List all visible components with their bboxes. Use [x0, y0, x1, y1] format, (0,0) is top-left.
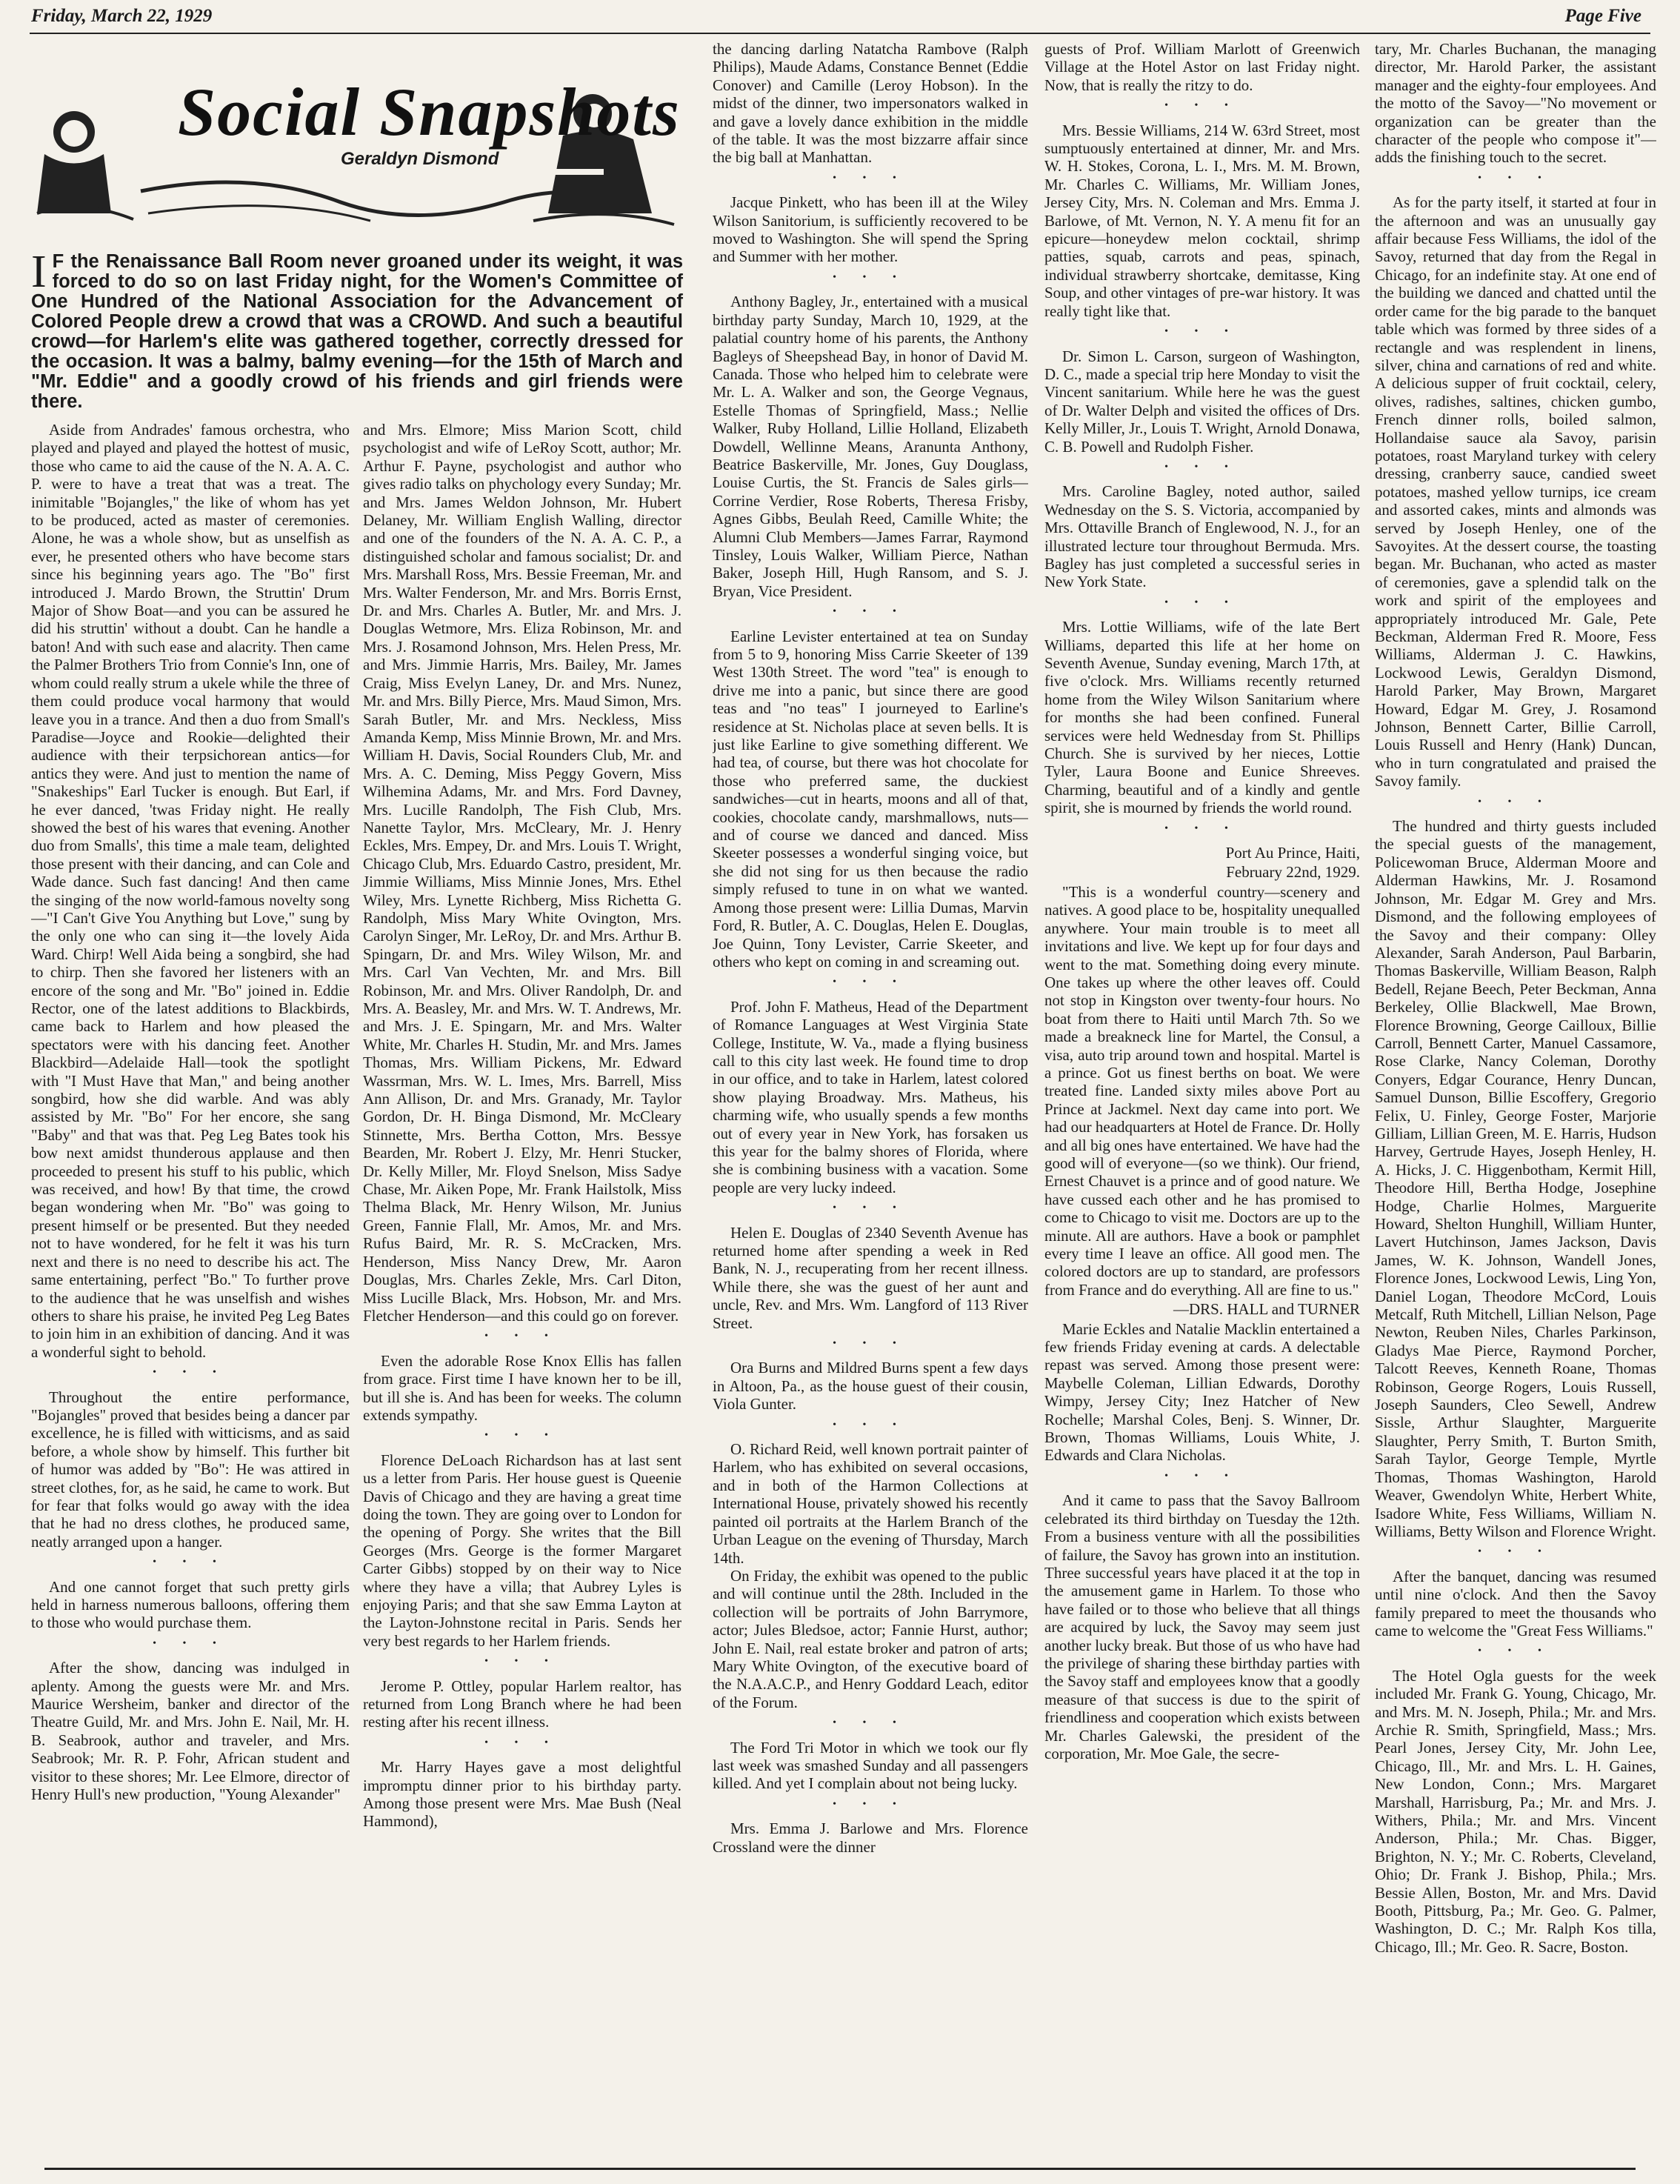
section-divider: • • •: [153, 1637, 228, 1649]
text-column-5: [1375, 40, 1656, 2159]
article-paragraph: As for the party itself, it started at four in the afternoon and was an unusually gay affair because Fess Williams, the idol of the Savoy, returned that day from the Regal in Chicago, for an indefinite stay. At one end of the building we danced and chatted until the order came for the big parade to the banquet table which was formed by three sides of a rectangle and was resplendent in linens, silver, china and carnations of red and white. A delicious supper of fruit cocktail, celery, olives, radishes, saltines, chicken gumbo, French dinner rolls, boiled salmon, Hollandaise sauce ala Savoy, parisin potatoes, roast Maryland turkey with celery dressing, cranberry sauce, candied sweet potatoes, mashed yellow turnips, ice cream and assorted cakes, mints and almonds was served by Joseph Henley, one of the Savoyites. At the dessert course, the toasting began. Mr. Buchanan, who acted as master of ceremonies, gave a splendid talk on the work and spirit of the employees and appropriately introduced Mr. Gale, Pete Beckman, Alderman Fred R. Moore, Fess Williams, Alderman J. C. Hawkins, Lockwood Lewis, Geraldyn Dismond, Harold Parker, May Brown, Margaret Howard, Edgar M. Grey, J. Rosamond Johnson, Bennett Carter, Billie Carroll, Louis Russell and Henry (Hank) Duncan, who in turn congratulated and praised the Savoy family.: [1375, 193, 1656, 790]
column-byline: Geraldyn Dismond: [341, 149, 499, 169]
section-divider: • • •: [833, 1717, 908, 1729]
article-paragraph: the dancing darling Natatcha Rambove (Ralph Philips), Maude Adams, Constance Bennet (Eddie Conover) and Camille (Leroy Hobson). In the midst of the dinner, two impersonators walked in and gave a lovely dance exhibition in the middle of the table. It was the most bizzarre affair since the big ball at Manhattan.: [713, 40, 1028, 167]
section-divider: • • •: [833, 1202, 908, 1214]
letter-signature: —DRS. HALL and TURNER: [1173, 1300, 1360, 1319]
dateline-date: February 22nd, 1929.: [1226, 863, 1360, 882]
article-paragraph: Mrs. Bessie Williams, 214 W. 63rd Street, most sumptuously entertained at dinner, Mr. and Mrs. W. H. Stokes, Corona, L. I., Mrs. M. M. Brown, Mr. Charles C. Williams, Mr. William Jones, Jersey City, Mrs. N. Coleman and Mrs. Emma J. Barlowe, of Mt. Vernon, N. Y. A menu fit for an epicure—honeydew melon cocktail, shrimp patties, squab, carrots and peas, spinach, individual strawberry shortcake, demitasse, King Soup, and other vintages of pre-war history. It was really tight like that.: [1044, 121, 1360, 320]
article-paragraph: Marie Eckles and Natalie Macklin entertained a few friends Friday evening at cards. A delectable repast was served. Among those present were: Maybelle Coleman, Lillian Edwards, Dorothy Wimpy, Jersey City; Inez Hatcher of New Rochelle; Marshal Coles, Benj. S. Winner, Dr. Brown, Thomas Williams, Louis White, J. Edwards and Clara Nicholas.: [1044, 1319, 1360, 1465]
article-paragraph: On Friday, the exhibit was opened to the public and will continue until the 28th. Included in the collection will be portraits of John Barrymore, actor; Jules Bledsoe, actor; Fannie Hurst, author; John E. Nail, real estate broker and patron of arts; Mary White Ovington, of the executive board of the N.A.A.C.P., and Henry Goddard Leach, editor of the Forum.: [713, 1566, 1028, 1711]
text-column-2: [363, 421, 681, 2154]
section-divider: • • •: [1164, 1470, 1240, 1482]
article-paragraph: O. Richard Reid, well known portrait painter of Harlem, who has exhibited on several occasions, and in both of the Harmon Collections at International House, privately showed his recently painted oil portraits at the Harlem Branch of the Urban League on the evening of Thursday, March 14th.: [713, 1440, 1028, 1567]
section-divider: • • •: [484, 1737, 560, 1748]
section-divider: • • •: [833, 606, 908, 618]
lead-text: F the Renaissance Ball Room never groaned under its weight, it was forced to do so on last Friday night, for the Women's Committee of One Hundred of the National Association for the Advancement of Colored People drew a crowd that was a CROWD. And such a beautiful crowd—for Harlem's elite was gathered together, correctly dressed for the occasion. It was a balmy, balmy evening—for the 15th of March and "Mr. Eddie" and a goodly crowd of his friends and girl friends were there.: [31, 251, 683, 412]
article-paragraph: Earline Levister entertained at tea on Sunday from 5 to 9, honoring Miss Carrie Skeeter of 139 West 130th Street. The word "tea" is enough to drive me into a panic, but since there are good teas and "no teas" I journeyed to Earline's residence at St. Nicholas place at seven bells. It is just like Earline to give something different. We had tea, of course, but there was hot chocolate for those who preferred same, the duckiest sandwiches—cut in hearts, moons and all of that, cookies, chocolate candy, marshmallows, nuts—and of course we danced and danced. Miss Skeeter possesses a wonderful singing voice, but she did not sing for us then because the radio simply refused to tune in on what we wanted. Among those present were: Lillia Dumas, Marvin Ford, R. Butler, A. C. Douglas, Helen E. Douglas, Joe Quinn, Tony Levister, Carrie Skeeter, and others who kept on coming in and screaming out.: [713, 627, 1028, 971]
text-column-4: [1044, 40, 1360, 2159]
article-paragraph: Mr. Harry Hayes gave a most delightful impromptu dinner prior to his birthday party. Among those present were Mrs. Mae Bush (Neal Hammond),: [363, 1758, 681, 1831]
section-divider: • • •: [1164, 326, 1240, 338]
lead-paragraph: [31, 247, 683, 412]
section-divider: • • •: [1478, 796, 1553, 808]
section-divider: • • •: [833, 271, 908, 283]
article-paragraph: Anthony Bagley, Jr., entertained with a musical birthday party Sunday, March 10, 1929, at the palatial country home of his parents, the Anthony Bagleys of Sheepshead Bay, in honor of David M. Canada. Those who helped him to celebrate were Mr. L. A. Walker and son, the George Vegnaus, Estelle Thomas of Springfield, Mass.; Nellie Walker, Ruby Holland, Lillie Holland, Elizabeth Dowdell, Wellinne Means, Aranunta Anthony, Beatrice Baskerville, Mr. Jones, Guy Douglass, Louise Curtis, the St. Francis de Sales girls—Corrine Verdier, Rose Roberts, Theresa Frisby, Agnes Gibbs, Beulah Reed, Camille White; the Alumni Club Members—James Farrar, Raymond Tinsley, Louis Walker, William Pierce, Nathan Baker, Joseph Hill, Hugh Ransom, and S. J. Bryan, Vice President.: [713, 293, 1028, 600]
issue-date: Friday, March 22, 1929: [31, 6, 213, 26]
section-divider: • • •: [484, 1430, 560, 1442]
article-paragraph: tary, Mr. Charles Buchanan, the managing director, Mr. Harold Parker, the assistant manager and the eighty-four employees. And the motto of the Savoy—"No movement or organization can be greater than the character of the people who compose it"—adds the finishing touch to the secret.: [1375, 40, 1656, 167]
article-paragraph: Florence DeLoach Richardson has at last sent us a letter from Paris. Her house guest is Queenie Davis of Chicago and they are having a great time doing the town. They are going over to London for the opening of Porgy. She writes that the Bill Georges (Mrs. George is the former Margaret Carter Gibbs) stopped by on their way to Nice where they have a villa; that Aubrey Lyles is enjoying Paris; and that she saw Emma Layton at the Layton-Johnstone recital in Paris. Sends her very best regards to her Harlem friends.: [363, 1451, 681, 1650]
column-title: Social Snapshots: [178, 74, 681, 150]
page-number: Page Five: [1564, 6, 1641, 26]
text-column-3: [713, 40, 1028, 2159]
section-divider: • • •: [1164, 822, 1240, 834]
article-paragraph: Ora Burns and Mildred Burns spent a few days in Altoon, Pa., as the house guest of their cousin, Viola Gunter.: [713, 1359, 1028, 1414]
section-divider: • • •: [484, 1656, 560, 1668]
dateline-place: Port Au Prince, Haiti,: [1225, 844, 1360, 862]
top-rule: [30, 33, 1650, 34]
section-divider: • • •: [153, 1367, 228, 1379]
article-paragraph: Aside from Andrades' famous orchestra, who played and played and played the hottest of music, those who came to aid the cause of the N. A. A. C. P. were to have a treat that was a treat. The inimitable "Bojangles," the like of whom has yet to be produced, acted as master of ceremonies. Alone, he was a whole show, but as unselfish as ever, he presented others who have become stars since his beginning years ago. The "Bo" first introduced J. Mardo Brown, the Struttin' Drum Major of Show Boat—and you can be assured he did his struttin' without a doubt. Can he handle a baton! And with such ease and alacrity. Then came the Palmer Brothers Trio from Connie's Inn, one of whom could really strum a ukele while the three of them could produce vocal harmony that would leave you in a trance. And then a duo from Small's Paradise—Joyce and Rookie—delighted their audience with their terpsichorean antics—for antics they were. And just to mention the name of "Snakeships" Earl Tucker is enough. But Earl, if he ever danced, 'twas Friday night. He really showed the best of his wares that evening. Another duo from Smalls', this time a male team, delighted those present with their dancing, and can Cole and Wade dance. Such fast dancing! And then came the singing of the now world-famous novelty song—"I Can't Give You Anything but Love," sung by the only one who can sing it—the lovely Aida Ward. Chirp! Well Aida being a songbird, she had to chirp. Then she favored her listeners with an encore of the song and Mr. "Bo" joined in. Eddie Rector, one of the latest additions to Blackbirds, came back to Harlem and how pleased the spectators were with his dancing feet. Another Blackbird—Adelaide Hall—took the spotlight with "I Must Have that Man," and being another songbird, how she did warble. And was ably assisted by Mr. "Bo" For her encore, she sang "Baby" and that was that. Peg Leg Bates took his bow next amidst thunderous applause and then proceeded to present his stuff to his public, which was received, and how! By that time, the crowd began wondering when Mr. "Bo" was going to present himself or be presented. But they needed not to have wondered, for he felt it was his turn next and there is no need to describe his act. The same entertaining, perfect "Bo." To further prove to the audience that he was unselfish and wishes others to share his praise, he invited Peg Leg Bates to join him in an exhibition of dancing. And it was a wonderful sight to behold.: [31, 421, 350, 1361]
article-paragraph: Jacque Pinkett, who has been ill at the Wiley Wilson Sanitorium, is sufficiently recovered to be moved to Washington. She will spend the Spring and Summer with her mother.: [713, 193, 1028, 266]
column-masthead: [30, 43, 681, 242]
article-paragraph: Mrs. Caroline Bagley, noted author, sailed Wednesday on the S. S. Victoria, accompanied by Mrs. Ottaville Branch of Englewood, N. J., for an illustrated lecture tour throughout Bermuda. Mrs. Bagley has just completed a successful series in New York State.: [1044, 482, 1360, 591]
section-divider: • • •: [1164, 100, 1240, 112]
article-paragraph: After the banquet, dancing was resumed until nine o'clock. And then the Savoy family prepared to meet the thousands who came to welcome the "Great Fess Williams.": [1375, 1567, 1656, 1639]
article-paragraph: The Ford Tri Motor in which we took our fly last week was smashed Sunday and all passengers killed. And yet I complain about not being lucky.: [713, 1738, 1028, 1793]
article-paragraph: and Mrs. Elmore; Miss Marion Scott, child psychologist and wife of LeRoy Scott, author; Mr. Arthur F. Payne, psychologist and author who gives radio talks on phychology every Sunday; Mr. and Mrs. James Weldon Johnson, Mr. Hubert Delaney, Mr. William English Walling, director and one of the founders of the N. A. A. C. P., a distinguished scholar and famous socialist; Dr. and Mrs. Marshall Ross, Mrs. Bessie Freeman, Mr. and Mrs. Walter Fenderson, Mr. and Mrs. Borris Ernst, Dr. and Mrs. Charles A. Butler, Mr. and Mrs. J. Douglas Wetmore, Mrs. Eliza Robinson, Mr. and Mrs. J. Rosamond Johnson, Mrs. Helen Press, Mr. and Mrs. Jimmie Harris, Mrs. Bailey, Mr. James Craig, Miss Evelyn Laney, Dr. and Mrs. Nunez, Mr. and Mrs. Billy Pierce, Mrs. Maud Simon, Mrs. Sarah Butler, Mr. and Mrs. Neckless, Miss Amanda Kemp, Miss Minnie Brown, Mr. and Mrs. William H. Davis, Social Rounders Club, Mr. and Mrs. A. C. Deming, Miss Peggy Govern, Miss Wilhemina Adams, Mr. and Mrs. Ford Davney, Mrs. Lucille Randolph, The Fish Club, Mrs. Nanette Taylor, Mrs. McCleary, Mr. J. Henry Eckles, Mrs. Empey, Dr. and Mrs. Louis T. Wright, Chicago Club, Mrs. Eduardo Castro, president, Mr. Jimmie Williams, Miss Minnie Jones, Mrs. Ethel Wiley, Mrs. Lynette Richberg, Miss Richetta G. Randolph, Miss Mary White Ovington, Mrs. Carolyn Singer, Mr. LeRoy, Dr. and Mrs. Arthur B. Spingarn, Dr. and Mrs. Wiley Wilson, Mr. and Mrs. Carl Van Vechten, Mr. and Mrs. Bill Robinson, Mr. and Mrs. Oliver Randolph, Dr. and Mrs. A. Beasley, Mr. and Mrs. W. T. Andrews, Mr. and Mrs. J. E. Spingarn, Mr. and Mrs. Walter White, Mr. Charles H. Studin, Mr. and Mrs. James Thomas, Mrs. William Pickens, Mr. Edward Wassrman, Mrs. W. L. Imes, Mrs. Barrell, Miss Ann Allison, Dr. and Mrs. Granady, Mr. Taylor Gordon, Dr. H. Binga Dismond, Mr. McCleary Stinnette, Mrs. Bertha Cotton, Mrs. Bessye Bearden, Mr. Robert J. Elzy, Mr. Henri Stucker, Dr. Kelly Miller, Mr. Floyd Snelson, Miss Sadye Chase, Mr. Aiken Pope, Mr. Frank Hailstolk, Miss Thelma Black, Mr. Henry Wilson, Mr. Junius Green, Fannie Flall, Mr. Amos, Mr. and Mrs. Rufus Baird, Mr. R. S. McCracken, Mrs. Henderson, Miss Nancy Drew, Mr. Aaron Douglas, Mrs. Charles Zekle, Mrs. Carl Diton, Miss Lucille Black, Mrs. Hobson, Mr. and Mrs. Fletcher Henderson—and this could go on forever.: [363, 421, 681, 1325]
article-paragraph: Helen E. Douglas of 2340 Seventh Avenue has returned home after spending a week in Red Bank, N. J., recuperating from her recent illness. While there, she was the guest of her aunt and uncle, Rev. and Mrs. Wm. Langford of 113 River Street.: [713, 1223, 1028, 1332]
article-paragraph: guests of Prof. William Marlott of Greenwich Village at the Hotel Astor on last Friday night. Now, that is really the ritzy to do.: [1044, 40, 1360, 94]
text-column-1: [31, 421, 350, 2154]
section-divider: • • •: [153, 1557, 228, 1568]
section-divider: • • •: [484, 1331, 560, 1342]
section-divider: • • •: [833, 1338, 908, 1350]
article-paragraph: The Hotel Ogla guests for the week included Mr. Frank G. Young, Chicago, Mr. and Mrs. M. N. Joseph, Phila.; Mr. and Mrs. Archie R. Smith, Springfield, Mass.; Mrs. Pearl Jones, Jersey City, Mr. John Lee, Chicago, Ill., Mr. and Mrs. L. H. Gaines, New London, Conn.; Mrs. Margaret Marshall, Harrisburg, Pa.; Mr. and Mrs. J. Withers, Phila.; Mr. and Mrs. Vincent Anderson, Phila.; Mr. Chas. Bigger, Brighton, N. Y.; Mr. C. Roberts, Cleveland, Ohio; Dr. Frank J. Bishop, Phila.; Mrs. Bessie Allen, Boston, Mr. and Mrs. David Booth, Pittsburg, Pa.; Mr. Geo. G. Palmer, Washington, D. C.; Mr. Ralph Kos tilla, Chicago, Ill.; Mr. Geo. R. Sacre, Boston.: [1375, 1666, 1656, 1956]
article-paragraph: And one cannot forget that such pretty girls held in harness numerous balloons, offering them to those who would purchase them.: [31, 1577, 350, 1632]
section-divider: • • •: [1164, 461, 1240, 473]
article-paragraph: Mrs. Emma J. Barlowe and Mrs. Florence Crossland were the dinner: [713, 1820, 1028, 1856]
article-paragraph: After the show, dancing was indulged in aplenty. Among the guests were Mr. and Mrs. Maurice Wersheim, banker and director of the Theatre Guild, Mr. and Mrs. John E. Nail, Mr. H. B. Seabrook, author and traveler, and Mrs. Seabrook; Mr. R. P. Fohr, African student and visitor to these shores; Mr. Lee Elmore, director of Henry Hull's new production, "Young Alexander": [31, 1659, 350, 1804]
section-divider: • • •: [1478, 1645, 1553, 1657]
article-paragraph: Throughout the entire performance, "Bojangles" proved that besides being a dancer par excellence, he is filled with witticisms, and as said before, a whole show by himself. This further bit of humor was added by "Bo": He was attired in street clothes, for, as he said, he came to work. But for fear that folks would go away with the idea that he had no dress clothes, he produced same, neatly arranged upon a hanger.: [31, 1388, 350, 1551]
article-paragraph: "This is a wonderful country—scenery and natives. A good place to be, hospitality unequalled anywhere. Your main trouble is to meet all invitations and live. We kept up for four days and went to the mat. Something doing every minute. One takes up where the other leaves off. Could not stop in Kingston over twenty-four hours. No boat from there to Haiti until March 7th. So we made a breakneck line for Martel, the Consul, a visa, auto trip around town and hospital. Martel is a prince. Got us finest berths on boat. We were treated fine. Landed sixty miles above Port au Prince at Jackmel. Next day came into port. We had our headquarters at Hotel de France. Dr. Holly and all big ones have entertained. We have had the good will of everyone—(so we think). Our friend, Ernest Chauvet is a prince and of good nature. We have cussed each other and he has promised to come to Chicago to visit me. Doctors are up to the minute. All are authors. Have a book or pamphlet every time I leave an office. All good men. The colored doctors are up to standard, are professors from France and do everything. All are fine to us.": [1044, 882, 1360, 1299]
section-divider: • • •: [833, 976, 908, 988]
article-paragraph: Dr. Simon L. Carson, surgeon of Washington, D. C., made a special trip here Monday to visit the Vincent sanitarium. While here he was the guest of Dr. Walter Delph and visited the offices of Drs. Kelly Miller, Jr., Louis T. Wright, Arnold Donawa, C. B. Powell and Rudolph Fisher.: [1044, 347, 1360, 456]
article-paragraph: Mrs. Lottie Williams, wife of the late Bert Williams, departed this life at her home on Seventh Avenue, Sunday evening, March 17th, at five o'clock. Mrs. Williams recently returned home from the Wiley Wilson Sanitarium where for months she had been confined. Funeral services were held Wednesday from St. Phillips Church. She is survived by her nieces, Lottie Tyler, Laura Boone and Eunice Shreeves. Charming, beautiful and of a kindly and gentle spirit, she is mourned by friends the world round.: [1044, 618, 1360, 817]
section-divider: • • •: [1478, 1546, 1553, 1558]
article-paragraph: Jerome P. Ottley, popular Harlem realtor, has returned from Long Branch where he had been resting after his recent illness.: [363, 1677, 681, 1731]
article-paragraph: Even the adorable Rose Knox Ellis has fallen from grace. First time I have known her to be ill, but ill she is. And has been for weeks. The column extends sympathy.: [363, 1351, 681, 1424]
section-divider: • • •: [833, 1419, 908, 1431]
bottom-rule: [44, 2168, 1636, 2170]
article-paragraph: Prof. John F. Matheus, Head of the Department of Romance Languages at West Virginia State College, Institute, W. Va., made a flying business call to this city last week. He found time to drop in our office, and to take in Harlem, latest colored show playing Broadway. Mrs. Matheus, his charming wife, who usually spends a few months out of every year in New York, has forsaken us this year for the balmy shores of Florida, where she is combining business with a vacation. Some people are very lucky indeed.: [713, 997, 1028, 1196]
section-divider: • • •: [833, 172, 908, 184]
drop-cap: I: [31, 247, 47, 297]
section-divider: • • •: [833, 1798, 908, 1810]
section-divider: • • •: [1478, 172, 1553, 184]
section-divider: • • •: [1164, 596, 1240, 608]
article-paragraph: The hundred and thirty guests included the special guests of the management, Policewoman Bruce, Alderman Moore and Alderman Hawkins, Mr. J. Rosamond Johnson, Mr. Edgar M. Grey and Mrs. Dismond, and the following employees of the Savoy and their company: Olley Alexander, Sarah Anderson, Paul Barbarin, Thomas Baskerville, William Beason, Ralph Bedell, Rejane Beech, Peter Beckman, Anna Berkeley, Ollie Blackwell, Mae Brown, Florence Browning, George Cailloux, Billie Carroll, Bennett Carter, Manuel Cassamore, Rose Clarke, Nancy Coleman, Dorothy Conyers, Edgar Courance, Henry Duncan, Samuel Dunson, Billie Escoffery, Gregorio Felix, U. Finley, George Foster, Marjorie Gilliam, Lillian Green, M. E. Harris, Hudson Harvey, Gertrude Hayes, Joseph Henley, H. A. Hicks, J. C. Higgenbotham, Kermit Hill, Theodore Hill, Bertha Hodge, Josephine Hodge, Charlie Holmes, Marguerite Howard, Shelton Hunghill, William Hunter, Lavert Hutchinson, James Jackson, Davis James, W. K. Johnson, Wandell Jones, Florence Jones, Lockwood Lewis, Ling Yon, Daniel Logan, Theodore McCord, Louis Metcalf, Ruth Mitchell, Lillian Nelson, Page Newton, Reuben Niles, Charles Parkinson, Gladys Mae Pierce, Raymond Porcher, Talcott Reeves, Kenneth Roane, Thomas Robinson, George Rogers, Louis Russell, Joseph Saunders, Cleo Sewell, Andrew Sissle, Arthur Slaughter, Marguerite Slaughter, Perry Smith, T. Burton Smith, Sarah Taylor, George Temple, Myrtle Thomas, Thomas Washington, Harold Weaver, Gwendolyn White, Herbert White, Isadore White, Fess Williams, William N. Williams, Betty Wilson and Florence Wright.: [1375, 817, 1656, 1540]
article-paragraph: And it came to pass that the Savoy Ballroom celebrated its third birthday on Tuesday the 12th. From a business venture with all the possibilities of failure, the Savoy has grown into an institution. Three successful years have placed it at the top in the amusement game in Harlem. To those who have failed or to those who believe that all things are acquired by luck, the Savoy may seem just another lucky break. But those of us who have had the privilege of sharing these birthday parties with the Savoy staff and employees know that a goodly measure of that success is due to the spirit of friendliness and cooperation which exists between Mr. Charles Galewski, the president of the corporation, Mr. Moe Gale, the secre-: [1044, 1491, 1360, 1762]
